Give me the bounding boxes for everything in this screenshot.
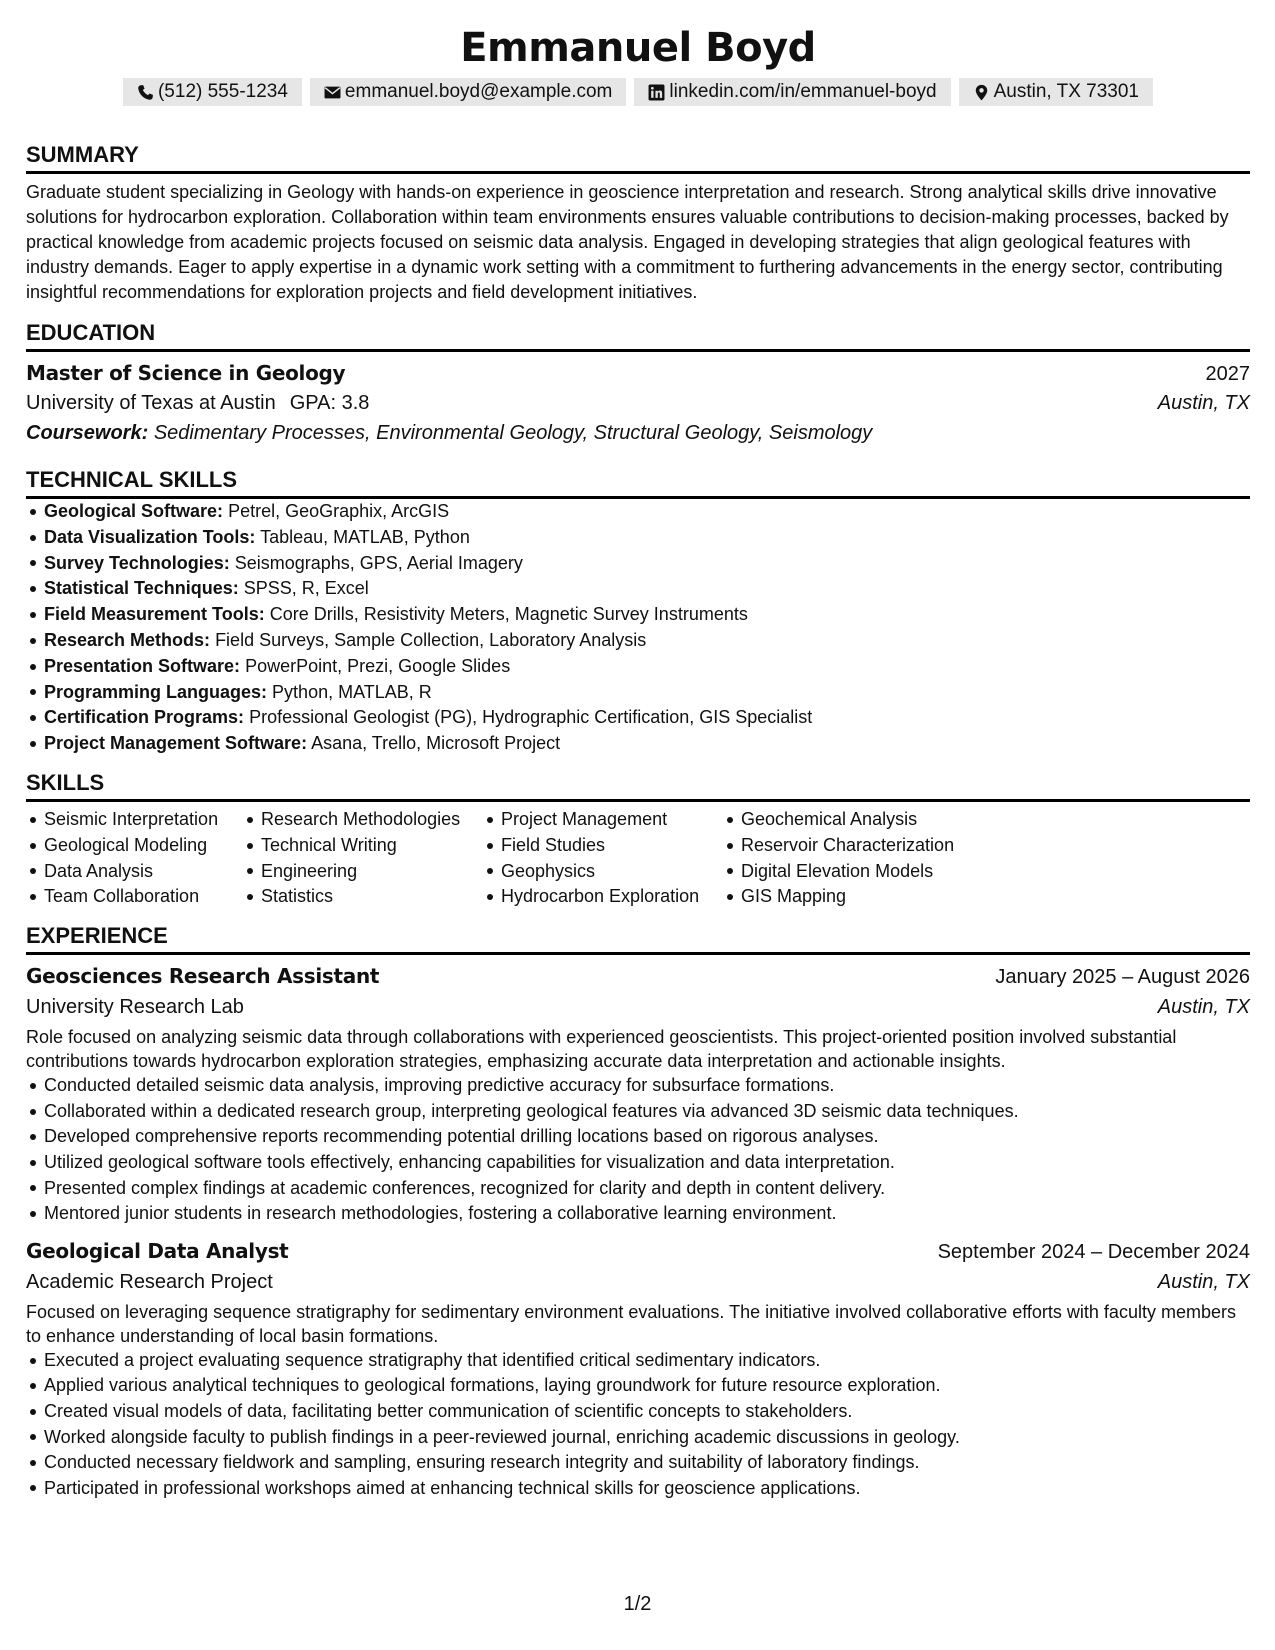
list-item: Conducted necessary fieldwork and sampling, ensuring research integrity and suitability of laboratory findings. [26, 1450, 1250, 1476]
resume-page [26, 0, 1250, 1501]
skill-category: Presentation Software: [44, 655, 241, 676]
job-location: Austin, TX [1157, 1270, 1250, 1293]
experience-heading: EXPERIENCE [26, 923, 1250, 955]
gpa: GPA: 3.8 [289, 392, 370, 414]
map-marker-icon [973, 84, 990, 101]
candidate-name: Emmanuel Boyd [460, 25, 816, 71]
linkedin-icon [648, 84, 665, 101]
list-item: GIS Mapping [723, 884, 983, 910]
list-item [26, 499, 1250, 525]
technical-skills-list [26, 499, 1250, 757]
location-text: Austin, TX 73301 [993, 81, 1139, 102]
education-degree-row [26, 359, 1250, 388]
skill-category: Programming Languages: [44, 681, 268, 702]
envelope-icon [324, 84, 341, 101]
list-item [26, 602, 1250, 628]
school-location: Austin, TX [1157, 392, 1250, 414]
list-item: Reservoir Characterization [723, 833, 983, 859]
skill-values: Professional Geologist (PG), Hydrographic Certification, GIS Specialist [249, 707, 813, 728]
list-item: Conducted detailed seismic data analysis, improving predictive accuracy for subsurface formations. [26, 1073, 1250, 1099]
job-dates: January 2025 – August 2026 [995, 966, 1250, 989]
job-dates: September 2024 – December 2024 [937, 1240, 1250, 1263]
list-item: Seismic Interpretation [26, 807, 243, 833]
skill-category: Data Visualization Tools: [44, 526, 256, 547]
job-location: Austin, TX [1157, 996, 1250, 1019]
contact-email[interactable] [310, 78, 626, 106]
skills-column [723, 807, 983, 910]
experience-entry [26, 1236, 1250, 1502]
list-item: Team Collaboration [26, 884, 243, 910]
list-item: Worked alongside faculty to publish findings in a peer-reviewed journal, enriching academic discussions in geology. [26, 1425, 1250, 1451]
school-name: University of Texas at Austin [26, 392, 276, 414]
list-item: Research Methodologies [243, 807, 483, 833]
list-item: Digital Elevation Models [723, 859, 983, 885]
phone-text: (512) 555-1234 [157, 81, 288, 102]
skill-category: Research Methods: [44, 629, 211, 650]
contact-location [959, 78, 1153, 106]
job-header [26, 1236, 1250, 1267]
list-item: Created visual models of data, facilitating better communication of scientific concepts to stakeholders. [26, 1399, 1250, 1425]
list-item: Technical Writing [243, 833, 483, 859]
list-item: Hydrocarbon Exploration [483, 884, 723, 910]
list-item: Engineering [243, 859, 483, 885]
email-text: emmanuel.boyd@example.com [344, 81, 613, 102]
coursework [26, 418, 1250, 448]
linkedin-text: linkedin.com/in/emmanuel-boyd [669, 81, 937, 102]
list-item: Geophysics [483, 859, 723, 885]
skills-heading: SKILLS [26, 770, 1250, 802]
skill-category: Project Management Software: [44, 733, 308, 754]
list-item: Geochemical Analysis [723, 807, 983, 833]
list-item: Applied various analytical techniques to geological formations, laying groundwork for future resource exploration. [26, 1373, 1250, 1399]
job-description: Focused on leveraging sequence stratigraphy for sedimentary environment evaluations. The initiative involved collaborative efforts with faculty members to enhance understanding of local basin formations. [26, 1301, 1236, 1346]
job-title: Geosciences Research Assistant [26, 964, 380, 989]
skill-values: SPSS, R, Excel [243, 578, 369, 599]
skills-column [26, 807, 243, 910]
list-item [26, 551, 1250, 577]
page-number: 1/2 [623, 1593, 652, 1615]
skill-values: PowerPoint, Prezi, Google Slides [245, 655, 511, 676]
list-item: Geological Modeling [26, 833, 243, 859]
summary-heading: SUMMARY [26, 142, 1250, 174]
school-line [26, 388, 369, 418]
contact-bar [26, 78, 1250, 106]
list-item: Utilized geological software tools effectively, enhancing capabilities for visualization and data interpretation. [26, 1150, 1250, 1176]
list-item [26, 576, 1250, 602]
job-organization: Academic Research Project [26, 1270, 273, 1293]
job-description: Role focused on analyzing seismic data through collaborations with experienced geoscientists. This project-oriented position involved substantial contributions towards hydrocarbon exploration strategies, emphasizing accurate data interpretation and actionable insights. [26, 1027, 1177, 1072]
skills-column [243, 807, 483, 910]
skill-category: Statistical Techniques: [44, 578, 239, 599]
contact-linkedin[interactable] [634, 78, 950, 106]
list-item [26, 654, 1250, 680]
education-school-row [26, 388, 1250, 418]
coursework-label: Coursework: [26, 422, 149, 444]
list-item [26, 705, 1250, 731]
skill-category: Survey Technologies: [44, 552, 230, 573]
job-organization: University Research Lab [26, 996, 244, 1019]
list-item: Mentored junior students in research methodologies, fostering a collaborative learning environment. [26, 1201, 1250, 1227]
technical-skills-heading: TECHNICAL SKILLS [26, 467, 1250, 499]
skill-values: Asana, Trello, Microsoft Project [311, 733, 561, 754]
list-item: Field Studies [483, 833, 723, 859]
list-item: Project Management [483, 807, 723, 833]
list-item [26, 680, 1250, 706]
skill-values: Seismographs, GPS, Aerial Imagery [234, 552, 523, 573]
education-heading: EDUCATION [26, 320, 1250, 352]
job-title: Geological Data Analyst [26, 1238, 289, 1263]
list-item: Collaborated within a dedicated research group, interpreting geological features via advanced 3D seismic data techniques. [26, 1099, 1250, 1125]
job-header [26, 961, 1250, 992]
list-item: Statistics [243, 884, 483, 910]
skill-values: Tableau, MATLAB, Python [260, 526, 470, 547]
job-org-row [26, 1267, 1250, 1297]
skill-category: Certification Programs: [44, 707, 245, 728]
summary-text: Graduate student specializing in Geology with hands-on experience in geoscience interpretation and research. Strong analytical skills drive innovative solutions for hydrocarbon exploration. Collaboration within team environments ensures valuable contributions to decision-making processes, backed by practical knowledge from academic projects focused on seismic data analysis. Engaged in developing strategies that align geological features with industry demands. Eager to apply expertise in a dynamic work setting with a commitment to furthering advancements in the energy sector, contributing insightful recommendations for exploration projects and field development initiatives. [26, 182, 1229, 302]
list-item: Participated in professional workshops aimed at enhancing technical skills for geoscience applications. [26, 1476, 1250, 1502]
phone-icon [137, 84, 154, 101]
skills-grid [26, 807, 1250, 910]
skills-column [483, 807, 723, 910]
skill-category: Geological Software: [44, 501, 224, 521]
coursework-list: Sedimentary Processes, Environmental Geology, Structural Geology, Seismology [153, 422, 873, 444]
list-item [26, 628, 1250, 654]
skill-values: Core Drills, Resistivity Meters, Magnetic Survey Instruments [269, 604, 748, 625]
list-item: Executed a project evaluating sequence stratigraphy that identified critical sedimentary indicators. [26, 1348, 1250, 1374]
skill-values: Petrel, GeoGraphix, ArcGIS [228, 501, 450, 521]
list-item [26, 525, 1250, 551]
job-achievements [26, 1073, 1250, 1227]
skill-values: Python, MATLAB, R [272, 681, 432, 702]
skill-values: Field Surveys, Sample Collection, Laboratory Analysis [215, 629, 647, 650]
list-item: Data Analysis [26, 859, 243, 885]
degree-title: Master of Science in Geology [26, 361, 346, 385]
list-item [26, 731, 1250, 757]
job-achievements [26, 1348, 1250, 1502]
experience-entry [26, 961, 1250, 1227]
skill-category: Field Measurement Tools: [44, 604, 265, 625]
list-item: Presented complex findings at academic conferences, recognized for clarity and depth in content delivery. [26, 1176, 1250, 1202]
contact-phone[interactable] [123, 78, 302, 106]
job-org-row [26, 992, 1250, 1022]
graduation-year: 2027 [1205, 363, 1250, 385]
list-item: Developed comprehensive reports recommending potential drilling locations based on rigorous analyses. [26, 1124, 1250, 1150]
